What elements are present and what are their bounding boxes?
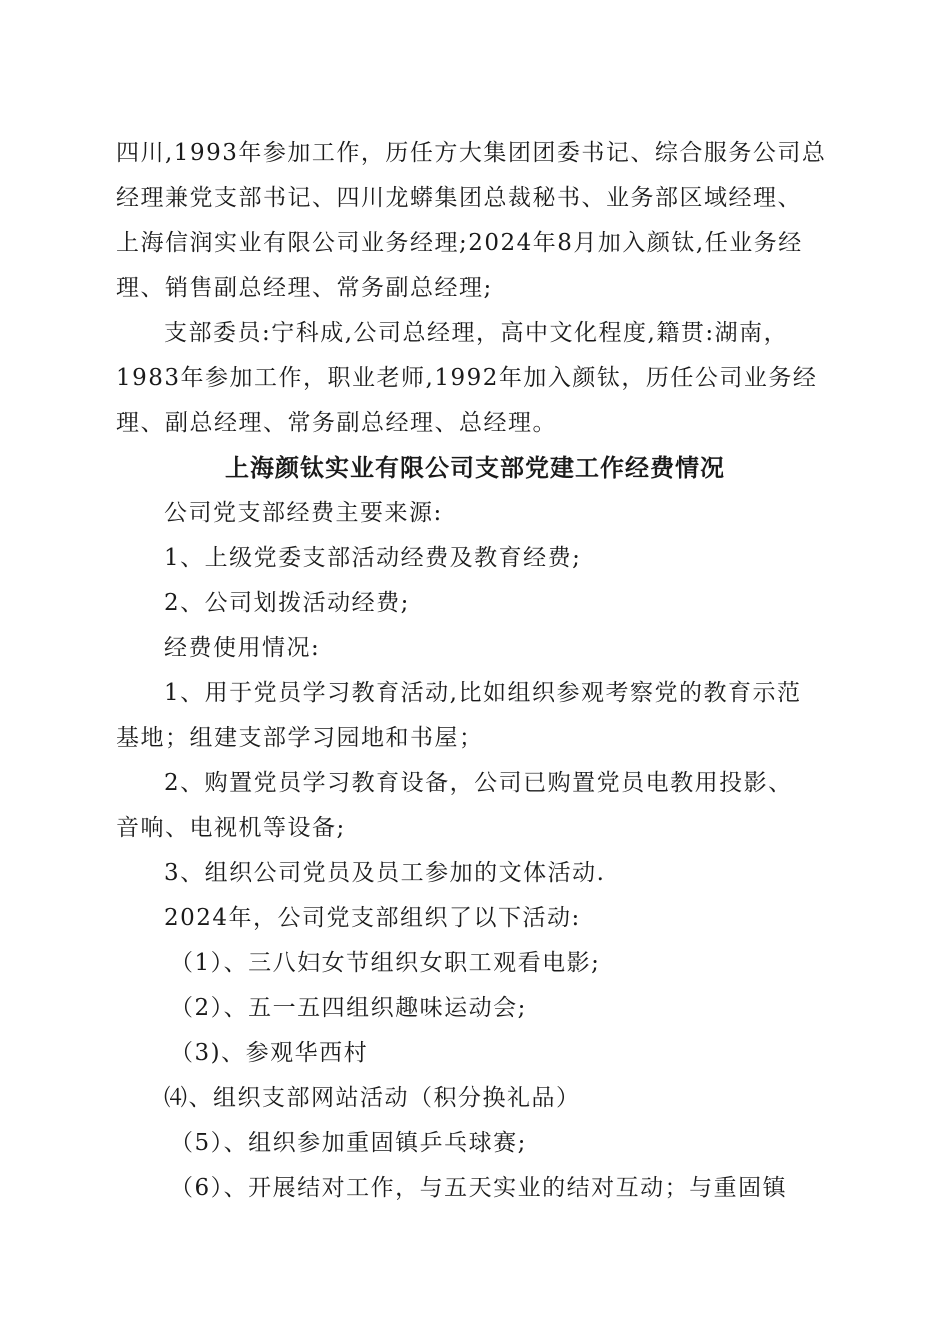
activity-item: （6）、开展结对工作，与五天实业的结对互动；与重固镇: [170, 1175, 788, 1201]
paragraph-line: 上海信润实业有限公司业务经理;2024年8月加入颜钛,任业务经: [116, 230, 803, 256]
activities-intro: 2024年，公司党支部组织了以下活动:: [164, 905, 581, 931]
usage-item-continuation: 基地；组建支部学习园地和书屋；: [116, 725, 484, 751]
usage-intro: 经费使用情况:: [164, 635, 321, 661]
paragraph-line: 支部委员:宁科成,公司总经理，高中文化程度,籍贯:湖南，: [164, 320, 789, 346]
usage-item: 2、购置党员学习教育设备，公司已购置党员电教用投影、: [164, 770, 793, 796]
section-title: 上海颜钛实业有限公司支部党建工作经费情况: [225, 453, 725, 482]
activity-item: ⑷、组织支部网站活动（积分换礼品）: [164, 1085, 581, 1111]
funding-source-item: 1、上级党委支部活动经费及教育经费;: [164, 545, 582, 571]
funding-intro: 公司党支部经费主要来源:: [164, 500, 443, 526]
usage-item: 3、组织公司党员及员工参加的文体活动.: [164, 860, 606, 886]
activity-item: （2）、五一五四组织趣味运动会;: [170, 995, 527, 1021]
funding-source-item: 2、公司划拨活动经费;: [164, 590, 410, 616]
activity-item: （5）、组织参加重固镇乒乓球赛;: [170, 1130, 527, 1156]
paragraph-line: 1983年参加工作，职业老师,1992年加入颜钛，历任公司业务经: [116, 365, 818, 391]
paragraph-line: 理、销售副总经理、常务副总经理;: [116, 275, 493, 301]
paragraph-line: 理、副总经理、常务副总经理、总经理。: [116, 410, 557, 436]
usage-item: 1、用于党员学习教育活动,比如组织参观考察党的教育示范: [164, 680, 802, 706]
paragraph-line: 经理兼党支部书记、四川龙蟒集团总裁秘书、业务部区域经理、: [116, 185, 802, 211]
activity-item: （3)、参观华西村: [170, 1040, 369, 1066]
usage-item-continuation: 音响、电视机等设备;: [116, 815, 346, 841]
paragraph-line: 四川,1993年参加工作，历任方大集团团委书记、综合服务公司总: [116, 140, 827, 166]
activity-item: （1）、三八妇女节组织女职工观看电影;: [170, 950, 601, 976]
